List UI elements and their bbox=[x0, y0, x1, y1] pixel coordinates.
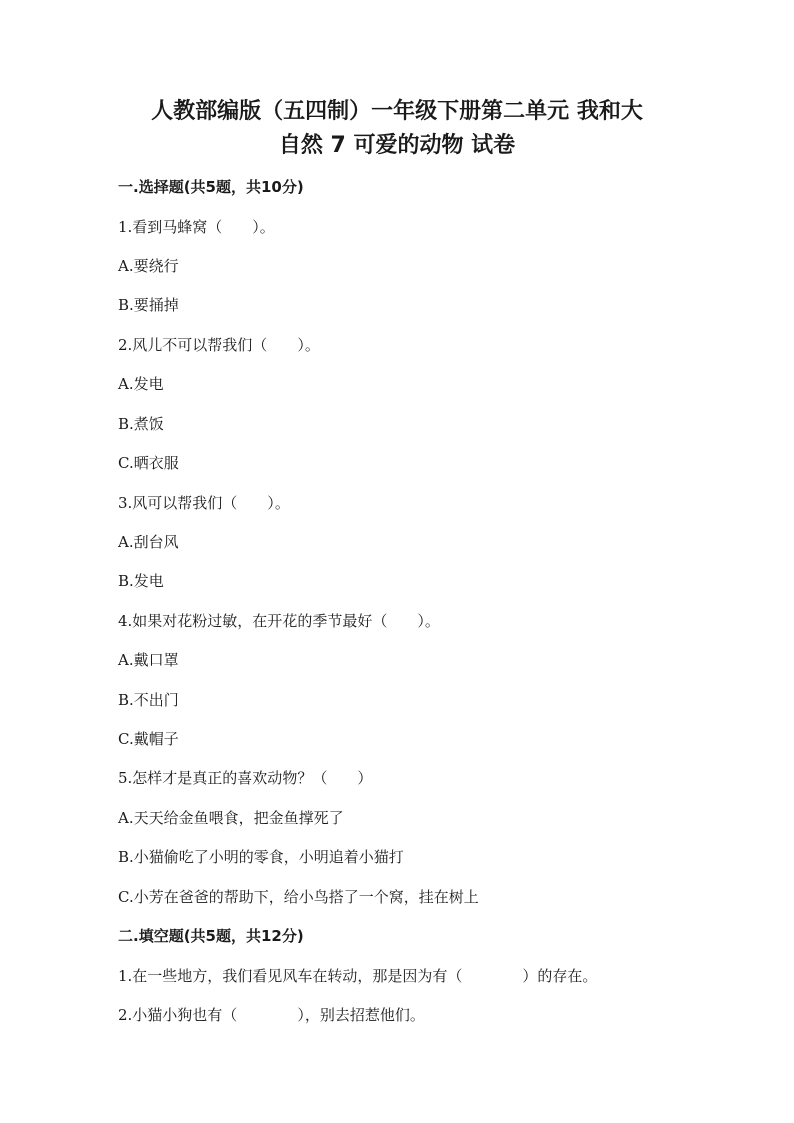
fill-in-item-1: 1.在一些地方，我们看见风车在转动，那是因为有（ ）的存在。 bbox=[118, 967, 598, 985]
question-3-stem: 3.风可以帮我们（ ）。 bbox=[118, 494, 290, 512]
question-2-option-a: A.发电 bbox=[118, 375, 164, 393]
question-5-option-b: B.小猫偷吃了小明的零食，小明追着小猫打 bbox=[118, 848, 404, 866]
section-heading-fill-in: 二.填空题(共5题，共12分) bbox=[118, 927, 304, 945]
section-heading-choice: 一.选择题(共5题，共10分) bbox=[118, 178, 304, 196]
question-1-option-b: B.要捅掉 bbox=[118, 296, 179, 314]
fill-in-item-2: 2.小猫小狗也有（ ），别去招惹他们。 bbox=[118, 1006, 425, 1024]
question-2-stem: 2.风儿不可以帮我们（ ）。 bbox=[118, 336, 320, 354]
question-5-option-c: C.小芳在爸爸的帮助下，给小鸟搭了一个窝，挂在树上 bbox=[118, 888, 479, 906]
document-title-line-1: 人教部编版（五四制）一年级下册第二单元 我和大 bbox=[151, 99, 643, 124]
question-4-stem: 4.如果对花粉过敏，在开花的季节最好（ ）。 bbox=[118, 612, 440, 630]
question-5-stem: 5.怎样才是真正的喜欢动物？（ ） bbox=[118, 769, 373, 787]
question-1-stem: 1.看到马蜂窝（ ）。 bbox=[118, 218, 275, 236]
question-4-option-c: C.戴帽子 bbox=[118, 730, 179, 748]
question-2-option-b: B.煮饭 bbox=[118, 415, 164, 433]
question-4-option-b: B.不出门 bbox=[118, 691, 179, 709]
question-1-option-a: A.要绕行 bbox=[118, 257, 179, 275]
question-3-option-b: B.发电 bbox=[118, 572, 164, 590]
document-title-line-2: 自然 7 可爱的动物 试卷 bbox=[278, 133, 516, 158]
question-4-option-a: A.戴口罩 bbox=[118, 651, 179, 669]
question-3-option-a: A.刮台风 bbox=[118, 533, 179, 551]
question-5-option-a: A.天天给金鱼喂食，把金鱼撑死了 bbox=[118, 809, 344, 827]
question-2-option-c: C.晒衣服 bbox=[118, 454, 179, 472]
